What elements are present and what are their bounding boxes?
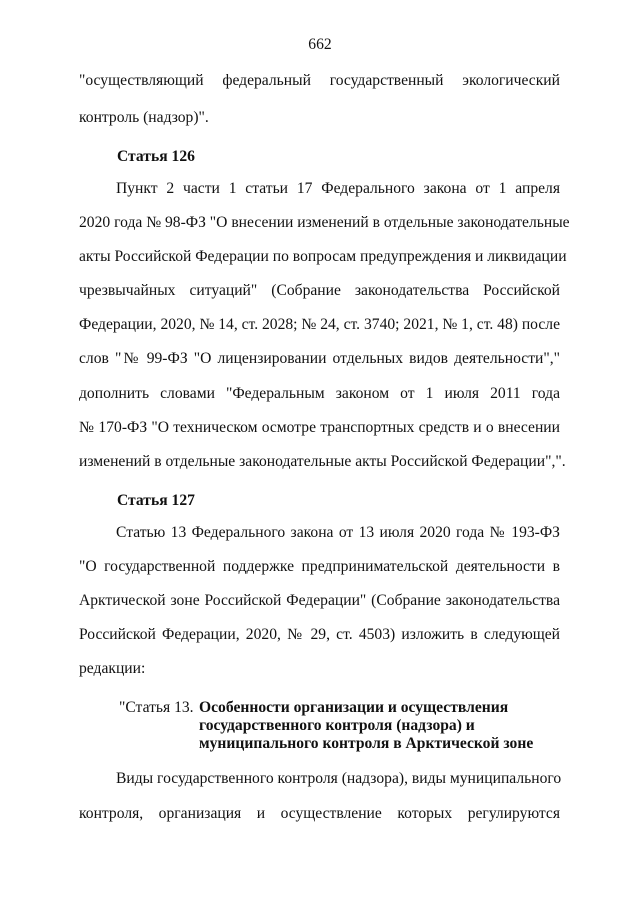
text-line: контроля, организация и осуществление которых регулируются — [79, 805, 560, 822]
text-line: Виды государственного контроля (надзора), виды муниципального — [116, 770, 562, 787]
text-line: редакции: — [79, 660, 146, 677]
page-number: 662 — [308, 36, 332, 53]
text-line: № 170-ФЗ "О техническом осмотре транспортных средств и о внесении — [79, 419, 560, 436]
text-line: контроль (надзор)". — [79, 109, 209, 126]
text-line: 2020 года № 98-ФЗ "О внесении изменений в отдельные законодательные — [79, 214, 570, 231]
text-line: Пункт 2 части 1 статьи 17 Федерального закона от 1 апреля — [116, 180, 560, 197]
title-line: муниципального контроля в Арктической зоне — [199, 735, 534, 752]
text-line: "осуществляющий федеральный государственный экологический — [79, 72, 560, 89]
article-127-heading: Статья 127 — [117, 492, 195, 509]
text-line: Федерации, 2020, № 14, ст. 2028; № 24, ст. 3740; 2021, № 1, ст. 48) после — [79, 316, 560, 333]
title-line: Особенности организации и осуществления — [199, 699, 509, 716]
text-line: чрезвычайных ситуаций" (Собрание законодательства Российской — [79, 282, 560, 299]
text-line: акты Российской Федерации по вопросам предупреждения и ликвидации — [79, 248, 567, 265]
text-line: Арктической зоне Российской Федерации" (Собрание законодательства — [79, 592, 560, 609]
text-line: Статью 13 Федерального закона от 13 июля 2020 года № 193-ФЗ — [116, 524, 560, 541]
quoted-article-label: "Статья 13. — [119, 699, 194, 716]
title-line: государственного контроля (надзора) и — [199, 717, 475, 734]
text-line: слов "№ 99-ФЗ "О лицензировании отдельных видов деятельности"," — [79, 350, 560, 367]
text-line: дополнить словами "Федеральным законом от 1 июля 2011 года — [79, 385, 560, 402]
text-line: изменений в отдельные законодательные акты Российской Федерации",". — [79, 453, 566, 470]
quoted-article-title — [199, 699, 533, 753]
text-line: Российской Федерации, 2020, № 29, ст. 4503) изложить в следующей — [79, 626, 560, 643]
article-126-heading: Статья 126 — [117, 148, 195, 165]
text-line: "О государственной поддержке предпринимательской деятельности в — [79, 558, 560, 575]
